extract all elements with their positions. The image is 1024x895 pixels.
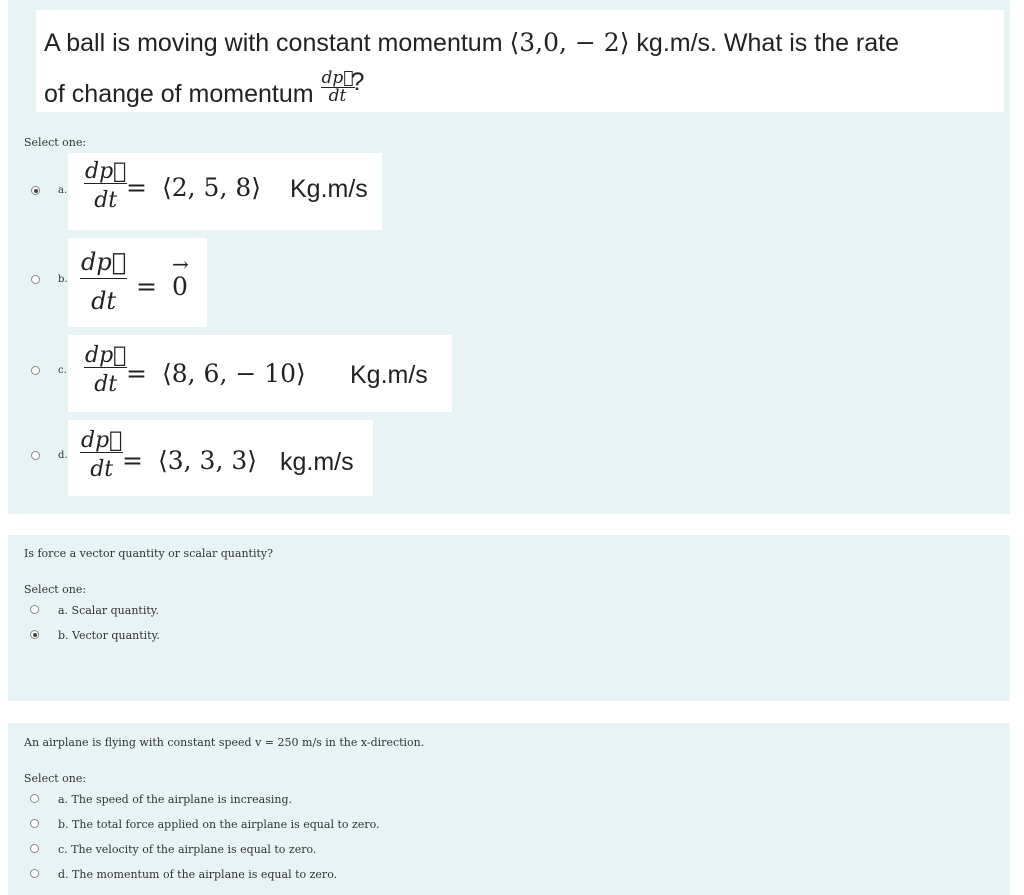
option-d-radio[interactable] [30, 869, 39, 878]
derivative-denominator: dt [94, 372, 118, 397]
derivative-denominator: dt [90, 457, 114, 482]
option-a-answer[interactable] [68, 153, 382, 230]
derivative-denominator: dt [328, 86, 347, 106]
option-a-text[interactable]: a. The speed of the airplane is increasing. [58, 793, 293, 806]
question-1-prefix: A ball is moving with constant momentum [44, 29, 503, 57]
question-1-line-2 [44, 68, 368, 113]
select-one-label: Select one: [24, 583, 87, 596]
option-c-derivative [84, 345, 127, 396]
derivative-numerator: dp⃗ [321, 68, 354, 88]
option-a-letter: a. [58, 185, 68, 196]
question-2-text: Is force a vector quantity or scalar quantity? [24, 547, 273, 560]
select-one-label: Select one: [24, 136, 87, 149]
option-b-text[interactable]: b. The total force applied on the airplane is equal to zero. [58, 818, 380, 831]
option-c-answer[interactable] [68, 335, 452, 412]
option-b-radio[interactable] [30, 819, 39, 828]
option-c-value: ⟨8, 6, − 10⟩ [162, 359, 306, 388]
question-1-text-box [36, 10, 1004, 112]
question-1-line2-text: of change of momentum [44, 80, 314, 109]
equals-sign: = [126, 173, 147, 202]
derivative-numerator: dp⃗ [85, 343, 127, 368]
option-d-letter: d. [58, 450, 68, 461]
option-d-value: ⟨3, 3, 3⟩ [158, 446, 258, 475]
option-b-radio[interactable] [31, 275, 40, 284]
question-1-panel [8, 0, 1010, 514]
option-c-radio[interactable] [31, 366, 40, 375]
option-d-answer[interactable] [68, 420, 373, 496]
option-a-value: ⟨2, 5, 8⟩ [162, 173, 262, 202]
option-b-radio[interactable] [30, 630, 39, 639]
question-3-text: An airplane is flying with constant speed v = 250 m/s in the x-direction. [24, 736, 425, 749]
option-a-unit: Kg.m/s [290, 175, 368, 203]
equals-sign: = [126, 359, 147, 388]
option-b-text[interactable]: b. Vector quantity. [58, 629, 160, 642]
option-c-unit: Kg.m/s [350, 361, 428, 389]
derivative-denominator: dt [91, 287, 117, 315]
option-d-unit: kg.m/s [280, 448, 354, 476]
option-d-text[interactable]: d. The momentum of the airplane is equal to zero. [58, 868, 338, 881]
question-1-line-1 [44, 28, 899, 58]
option-b-letter: b. [58, 274, 68, 285]
question-2-panel [8, 535, 1010, 701]
option-d-derivative [80, 430, 123, 481]
question-3-panel [8, 723, 1010, 895]
equals-sign: = [122, 446, 143, 475]
derivative-numerator: dp⃗ [85, 159, 127, 184]
derivative-numerator: dp⃗ [80, 250, 127, 279]
option-c-radio[interactable] [30, 844, 39, 853]
option-d-radio[interactable] [31, 451, 40, 460]
derivative-numerator: dp⃗ [81, 428, 123, 453]
option-a-radio[interactable] [30, 794, 39, 803]
option-c-text[interactable]: c. The velocity of the airplane is equal to zero. [58, 843, 317, 856]
option-a-derivative [84, 161, 127, 212]
option-a-radio[interactable] [30, 605, 39, 614]
derivative-denominator: dt [94, 188, 118, 213]
question-1-momentum-vector: ⟨3,0, − 2⟩ [509, 28, 630, 57]
question-1-unit: kg.m/s. What is the rate [636, 29, 900, 57]
option-b-derivative [80, 250, 127, 313]
equals-sign: = [136, 272, 157, 301]
option-a-text[interactable]: a. Scalar quantity. [58, 604, 160, 617]
question-1-mark: ? [350, 68, 365, 97]
select-one-label: Select one: [24, 772, 87, 785]
option-b-zero-vector: → 0 [172, 272, 188, 301]
question-1-derivative [321, 70, 355, 105]
option-c-letter: c. [58, 365, 67, 376]
option-b-answer[interactable] [68, 238, 207, 327]
option-a-radio[interactable] [31, 186, 40, 195]
